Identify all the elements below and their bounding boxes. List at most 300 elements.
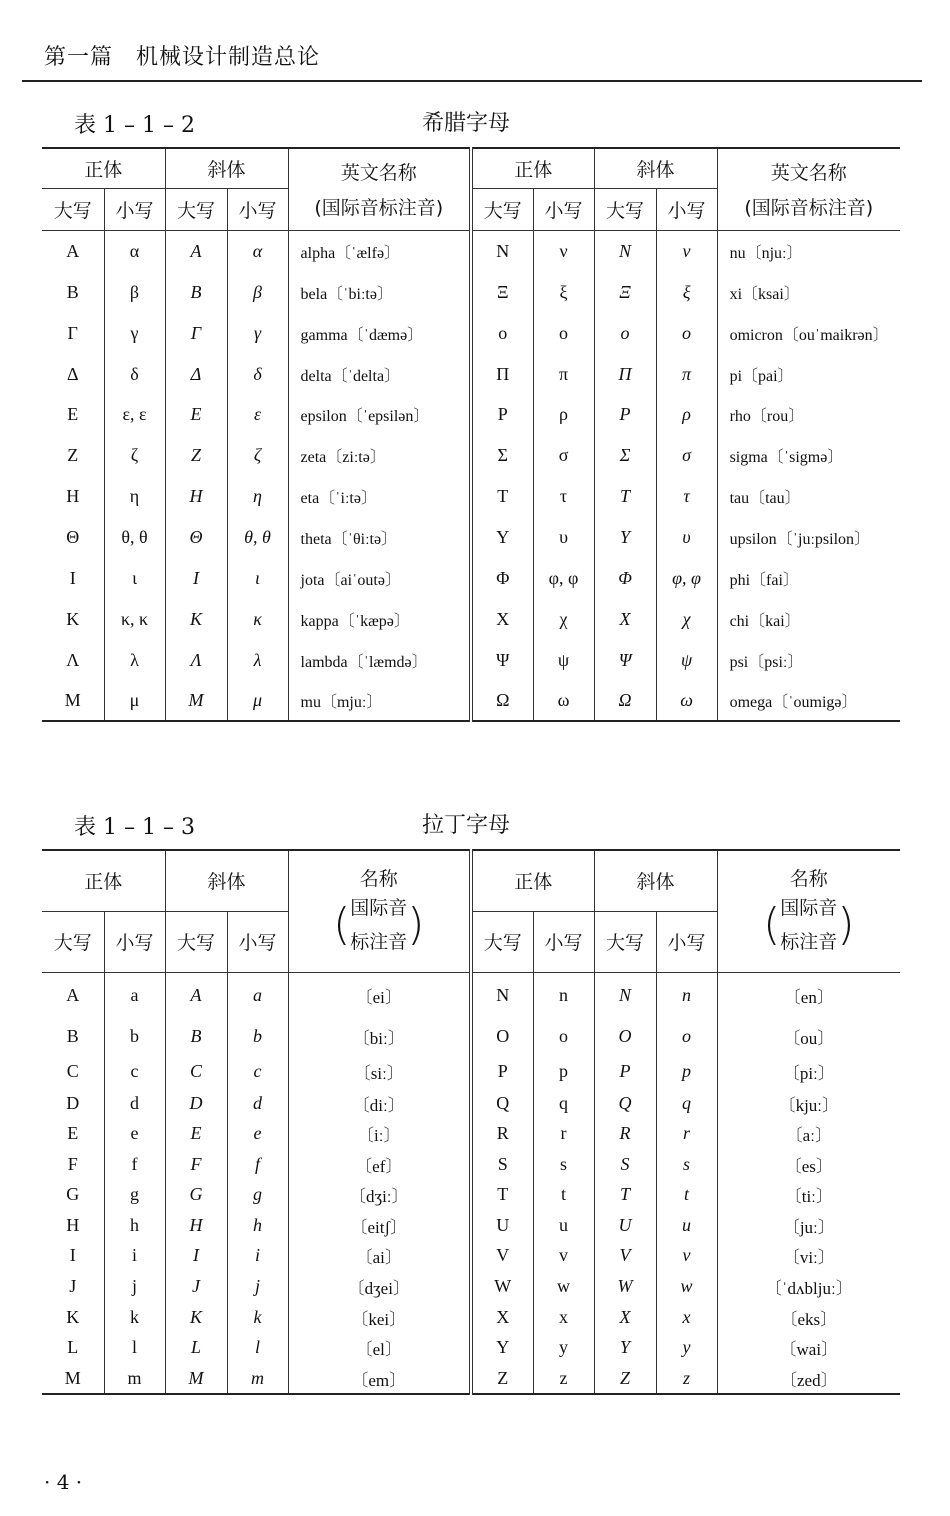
latin-cell-left-p: 〔ai〕	[288, 1240, 471, 1271]
greek-cell-left-I: Δ	[165, 354, 227, 394]
latin-cell-right-i: t	[656, 1179, 717, 1210]
latin-table-row	[42, 1240, 900, 1271]
latin-cell-right-u: r	[533, 1118, 594, 1149]
greek-cell-right-i: σ	[656, 435, 717, 476]
latin-cell-right-U: N	[471, 972, 533, 1018]
latin-cell-right-u: v	[533, 1240, 594, 1271]
greek-cell-left-I: Γ	[165, 312, 227, 354]
greek-cell-left-U: Θ	[42, 516, 104, 558]
greek-cell-left-name: zeta〔ziːtə〕	[288, 435, 471, 476]
latin-cell-left-u: i	[104, 1240, 165, 1271]
latin-cell-right-p: 〔zed〕	[717, 1363, 900, 1394]
greek-table-row	[42, 354, 900, 394]
latin-head-lower-italic: 小写	[227, 911, 288, 972]
latin-head-paren-close: )	[407, 898, 425, 950]
greek-cell-right-u: ξ	[533, 272, 594, 312]
latin-cell-left-u: f	[104, 1149, 165, 1179]
latin-table-row	[42, 1210, 900, 1240]
latin-cell-right-p: 〔es〕	[784, 1156, 833, 1176]
latin-cell-right-p: 〔piː〕	[782, 1063, 835, 1083]
latin-cell-right-I: W	[594, 1271, 656, 1302]
latin-cell-right-I: S	[594, 1149, 656, 1179]
greek-cell-left-name: kappa〔ˈkæpə〕	[288, 598, 471, 640]
greek-cell-right-U: Σ	[471, 435, 533, 476]
latin-cell-right-i: x	[656, 1302, 717, 1332]
latin-head-name-2	[717, 850, 900, 972]
greek-alphabet-table	[42, 147, 900, 722]
greek-cell-right-I: Σ	[594, 435, 656, 476]
latin-cell-right-i: y	[656, 1332, 717, 1363]
greek-cell-left-i: κ	[227, 598, 288, 640]
latin-cell-left-p: 〔ef〕	[288, 1149, 471, 1179]
greek-cell-right-i: ο	[656, 312, 717, 354]
latin-cell-left-u: g	[104, 1179, 165, 1210]
latin-table-row	[42, 1363, 900, 1394]
latin-cell-right-U: Z	[471, 1363, 533, 1394]
latin-cell-left-I: I	[165, 1240, 227, 1271]
latin-cell-right-p: 〔ou〕	[783, 1028, 835, 1048]
latin-cell-right-i: s	[656, 1149, 717, 1179]
latin-cell-right-I: P	[594, 1054, 656, 1088]
greek-cell-right-U: P	[471, 394, 533, 435]
greek-cell-right-name: pi〔pai〕	[729, 367, 794, 385]
greek-cell-left-I: K	[165, 598, 227, 640]
latin-cell-right-U: P	[471, 1054, 533, 1088]
latin-cell-left-I: K	[165, 1302, 227, 1332]
greek-cell-left-U: K	[42, 598, 104, 640]
greek-cell-left-U: Λ	[42, 640, 104, 680]
latin-cell-left-I: C	[165, 1054, 227, 1088]
greek-cell-right-i: ψ	[656, 640, 717, 680]
latin-cell-left-i: a	[227, 972, 288, 1018]
latin-cell-left-U: M	[42, 1363, 104, 1394]
latin-cell-left-I: H	[165, 1210, 227, 1240]
latin-cell-left-i: g	[227, 1179, 288, 1210]
latin-head-ipa-line1: 国际音	[350, 896, 408, 919]
greek-head-name-line2: (国际音标注音)	[314, 197, 444, 220]
latin-head-name-line1-2: 名称	[789, 867, 828, 890]
greek-cell-right-I: T	[594, 476, 656, 516]
greek-head-upright-2: 正体	[471, 148, 594, 188]
greek-cell-left-name: delta〔ˈdelta〕	[288, 354, 471, 394]
latin-cell-right-I: X	[594, 1302, 656, 1332]
greek-table-row	[42, 640, 900, 680]
greek-cell-left-name: epsilon〔ˈepsilən〕	[288, 394, 471, 435]
latin-table-row	[42, 1054, 900, 1088]
latin-cell-right-u: q	[533, 1088, 594, 1118]
latin-cell-right-u: s	[533, 1149, 594, 1179]
latin-cell-right-p: 〔tiː〕	[784, 1187, 833, 1206]
greek-cell-right-U: Φ	[471, 558, 533, 598]
latin-cell-right-U: R	[471, 1118, 533, 1149]
latin-cell-right-p: 〔viː〕	[782, 1248, 835, 1267]
greek-head-upper-2: 大写	[471, 188, 533, 230]
latin-cell-left-p: 〔siː〕	[288, 1054, 471, 1088]
greek-cell-right-U: X	[471, 598, 533, 640]
greek-cell-left-U: H	[42, 476, 104, 516]
greek-cell-left-I: I	[165, 558, 227, 598]
greek-cell-left-name: theta〔ˈθiːtə〕	[288, 516, 471, 558]
greek-head-italic: 斜体	[165, 148, 288, 188]
latin-cell-left-u: d	[104, 1088, 165, 1118]
greek-cell-right-I: N	[594, 230, 656, 272]
greek-cell-right-name: rho〔rou〕	[729, 408, 805, 425]
greek-cell-left-U: I	[42, 558, 104, 598]
greek-cell-left-I: M	[165, 680, 227, 721]
latin-cell-left-U: C	[42, 1054, 104, 1088]
latin-head-upright: 正体	[42, 850, 165, 911]
latin-cell-right-p: 〔ˈdʌbljuː〕	[764, 1279, 853, 1298]
latin-head-paren-close-2: )	[837, 898, 855, 950]
greek-cell-left-name: jota〔aiˈoutə〕	[288, 558, 471, 598]
latin-cell-right-u: p	[533, 1054, 594, 1088]
latin-cell-left-p: 〔el〕	[288, 1332, 471, 1363]
latin-cell-right-u: t	[533, 1179, 594, 1210]
greek-cell-left-I: H	[165, 476, 227, 516]
latin-head-upper-2: 大写	[471, 911, 533, 972]
greek-cell-right-u: ν	[533, 230, 594, 272]
greek-cell-right-I: Ξ	[594, 272, 656, 312]
latin-cell-left-I: E	[165, 1118, 227, 1149]
latin-cell-right-p: 〔wai〕	[779, 1340, 839, 1359]
latin-cell-right-i: o	[656, 1018, 717, 1054]
greek-cell-left-u: μ	[104, 680, 165, 721]
latin-cell-right-i: z	[656, 1363, 717, 1394]
latin-cell-right-I: N	[594, 972, 656, 1018]
greek-head-lower-italic: 小写	[227, 188, 288, 230]
greek-cell-left-I: E	[165, 394, 227, 435]
greek-cell-right-U: Ω	[471, 680, 533, 721]
greek-cell-left-u: δ	[104, 354, 165, 394]
latin-cell-right-I: Y	[594, 1332, 656, 1363]
latin-cell-left-I: D	[165, 1088, 227, 1118]
greek-table-row	[42, 680, 900, 721]
latin-cell-right-I: V	[594, 1240, 656, 1271]
latin-cell-left-p: 〔eitʃ〕	[288, 1210, 471, 1240]
latin-alphabet-table	[42, 849, 900, 1395]
greek-cell-right-i: τ	[656, 476, 717, 516]
latin-cell-left-I: F	[165, 1149, 227, 1179]
greek-cell-right-i: ω	[656, 680, 717, 721]
greek-head-upper: 大写	[42, 188, 104, 230]
greek-cell-right-i: φ, φ	[656, 558, 717, 598]
latin-table-row	[42, 1302, 900, 1332]
latin-cell-left-u: b	[104, 1018, 165, 1054]
greek-cell-right-i: ν	[656, 230, 717, 272]
greek-cell-right-name: xi〔ksai〕	[729, 285, 800, 303]
greek-cell-left-I: Z	[165, 435, 227, 476]
greek-head-name-2	[717, 148, 900, 230]
greek-head-name-line1: 英文名称	[340, 162, 417, 185]
latin-cell-right-i: w	[656, 1271, 717, 1302]
latin-cell-right-u: n	[533, 972, 594, 1018]
greek-cell-left-u: θ, θ	[104, 516, 165, 558]
greek-cell-right-u: υ	[533, 516, 594, 558]
latin-table-row	[42, 1332, 900, 1363]
page-number: · 4 ·	[44, 1470, 83, 1494]
latin-cell-left-I: G	[165, 1179, 227, 1210]
latin-cell-right-p: 〔kjuː〕	[778, 1095, 840, 1115]
greek-cell-left-i: δ	[227, 354, 288, 394]
greek-cell-right-name: phi〔fai〕	[729, 571, 799, 589]
greek-cell-right-u: φ, φ	[533, 558, 594, 598]
greek-head-name-line2-2: (国际音标注音)	[744, 197, 874, 220]
greek-head-upright: 正体	[42, 148, 165, 188]
latin-head-paren-open: (	[333, 898, 351, 950]
latin-table-number: 表 1 – 1 – 3	[74, 815, 195, 840]
greek-head-lower: 小写	[104, 188, 165, 230]
latin-cell-left-u: k	[104, 1302, 165, 1332]
latin-cell-left-p: 〔ei〕	[288, 972, 471, 1018]
greek-cell-right-U: T	[471, 476, 533, 516]
latin-cell-left-I: L	[165, 1332, 227, 1363]
latin-cell-left-i: i	[227, 1240, 288, 1271]
latin-head-upright-2: 正体	[471, 850, 594, 911]
latin-cell-right-u: o	[533, 1018, 594, 1054]
latin-cell-right-U: X	[471, 1302, 533, 1332]
greek-cell-right-name: omicron〔ouˈmaikrən〕	[729, 326, 889, 344]
latin-cell-right-U: T	[471, 1179, 533, 1210]
latin-cell-left-u: l	[104, 1332, 165, 1363]
greek-cell-left-name: bela〔ˈbiːtə〕	[288, 272, 471, 312]
latin-cell-left-I: B	[165, 1018, 227, 1054]
greek-head-upper-italic-2: 大写	[594, 188, 656, 230]
latin-cell-right-p: 〔eks〕	[780, 1309, 838, 1329]
greek-cell-right-name: chi〔kai〕	[729, 612, 801, 630]
latin-cell-left-i: e	[227, 1118, 288, 1149]
latin-head-italic: 斜体	[165, 850, 288, 911]
latin-head-ipa-line2-2: 标注音	[780, 930, 838, 953]
latin-cell-left-p: 〔biː〕	[288, 1018, 471, 1054]
greek-table-row	[42, 516, 900, 558]
greek-cell-right-I: Π	[594, 354, 656, 394]
greek-cell-left-i: λ	[227, 640, 288, 680]
latin-cell-right-i: v	[656, 1240, 717, 1271]
greek-cell-left-name: eta〔ˈiːtə〕	[288, 476, 471, 516]
latin-cell-right-I: T	[594, 1179, 656, 1210]
greek-cell-right-i: υ	[656, 516, 717, 558]
latin-head-italic-2: 斜体	[594, 850, 717, 911]
header-rule	[22, 80, 922, 82]
latin-cell-right-I: U	[594, 1210, 656, 1240]
greek-cell-left-u: κ, κ	[104, 598, 165, 640]
latin-cell-left-U: L	[42, 1332, 104, 1363]
greek-cell-right-u: τ	[533, 476, 594, 516]
greek-table-row	[42, 435, 900, 476]
latin-table-row	[42, 1018, 900, 1054]
greek-cell-right-U: Υ	[471, 516, 533, 558]
greek-cell-right-i: χ	[656, 598, 717, 640]
greek-cell-left-U: A	[42, 230, 104, 272]
latin-cell-left-i: l	[227, 1332, 288, 1363]
greek-cell-right-I: Φ	[594, 558, 656, 598]
greek-table-row	[42, 272, 900, 312]
latin-cell-right-u: y	[533, 1332, 594, 1363]
greek-cell-right-I: Ψ	[594, 640, 656, 680]
greek-cell-left-i: θ, θ	[227, 516, 288, 558]
greek-cell-left-i: β	[227, 272, 288, 312]
greek-cell-left-U: Δ	[42, 354, 104, 394]
greek-cell-right-I: Υ	[594, 516, 656, 558]
greek-cell-left-name: gamma〔ˈdæmə〕	[288, 312, 471, 354]
latin-cell-left-I: A	[165, 972, 227, 1018]
greek-table-row	[42, 312, 900, 354]
latin-cell-left-u: m	[104, 1363, 165, 1394]
greek-cell-left-i: α	[227, 230, 288, 272]
latin-cell-left-U: F	[42, 1149, 104, 1179]
greek-cell-right-name: nu〔njuː〕	[729, 244, 803, 262]
latin-cell-right-I: Q	[594, 1088, 656, 1118]
greek-table-row	[42, 476, 900, 516]
greek-cell-right-name: psi〔psiː〕	[729, 653, 804, 671]
latin-head-lower: 小写	[104, 911, 165, 972]
greek-cell-right-U: N	[471, 230, 533, 272]
latin-cell-right-i: r	[656, 1118, 717, 1149]
greek-cell-right-u: χ	[533, 598, 594, 640]
greek-cell-right-name: omega〔ˈoumigə〕	[717, 680, 900, 721]
greek-cell-right-I: X	[594, 598, 656, 640]
greek-cell-left-i: μ	[227, 680, 288, 721]
latin-cell-left-i: d	[227, 1088, 288, 1118]
greek-head-upper-italic: 大写	[165, 188, 227, 230]
greek-cell-right-i: ρ	[656, 394, 717, 435]
greek-cell-right-name: upsilon〔ˈjuːpsilon〕	[729, 530, 871, 548]
latin-head-lower-2: 小写	[533, 911, 594, 972]
greek-cell-right-u: ψ	[533, 640, 594, 680]
latin-table-row	[42, 1271, 900, 1302]
latin-cell-right-i: n	[656, 972, 717, 1018]
latin-cell-right-u: w	[533, 1271, 594, 1302]
latin-cell-right-U: Q	[471, 1088, 533, 1118]
latin-cell-left-i: f	[227, 1149, 288, 1179]
latin-cell-left-i: j	[227, 1271, 288, 1302]
greek-table-title: 希腊字母	[422, 111, 511, 136]
greek-cell-right-i: π	[656, 354, 717, 394]
greek-cell-left-I: Θ	[165, 516, 227, 558]
greek-head-lower-italic-2: 小写	[656, 188, 717, 230]
latin-cell-left-U: K	[42, 1302, 104, 1332]
latin-cell-left-I: J	[165, 1271, 227, 1302]
latin-head-lower-italic-2: 小写	[656, 911, 717, 972]
greek-cell-left-name: alpha〔ˈælfə〕	[288, 230, 471, 272]
greek-cell-left-I: Λ	[165, 640, 227, 680]
greek-cell-left-i: γ	[227, 312, 288, 354]
latin-cell-left-U: D	[42, 1088, 104, 1118]
greek-table-number: 表 1 – 1 – 2	[74, 113, 195, 138]
latin-cell-right-i: p	[656, 1054, 717, 1088]
latin-head-ipa-line2: 标注音	[350, 930, 408, 953]
latin-cell-left-U: I	[42, 1240, 104, 1271]
latin-table-title: 拉丁字母	[422, 813, 511, 838]
greek-cell-left-u: λ	[104, 640, 165, 680]
latin-table-row	[42, 1179, 900, 1210]
latin-cell-right-U: O	[471, 1018, 533, 1054]
greek-head-name	[288, 148, 471, 230]
latin-cell-right-U: S	[471, 1149, 533, 1179]
greek-cell-left-u: ζ	[104, 435, 165, 476]
latin-cell-left-p: 〔iː〕	[288, 1118, 471, 1149]
latin-head-upper-italic: 大写	[165, 911, 227, 972]
latin-cell-right-U: V	[471, 1240, 533, 1271]
greek-cell-left-U: Z	[42, 435, 104, 476]
latin-cell-left-I: M	[165, 1363, 227, 1394]
latin-cell-left-u: j	[104, 1271, 165, 1302]
latin-cell-left-U: A	[42, 972, 104, 1018]
greek-cell-right-name: sigma〔ˈsigmə〕	[729, 449, 844, 466]
greek-table-row	[42, 230, 900, 272]
latin-cell-left-p: 〔em〕	[288, 1363, 471, 1394]
greek-cell-right-u: ω	[533, 680, 594, 721]
greek-cell-right-u: ο	[533, 312, 594, 354]
latin-cell-right-U: Y	[471, 1332, 533, 1363]
greek-cell-left-U: M	[42, 680, 104, 721]
latin-cell-left-u: a	[104, 972, 165, 1018]
latin-cell-left-i: k	[227, 1302, 288, 1332]
latin-table-row	[42, 1088, 900, 1118]
latin-table-row	[42, 972, 900, 1018]
latin-cell-left-i: b	[227, 1018, 288, 1054]
greek-cell-left-name: mu〔mjuː〕	[288, 680, 471, 721]
latin-cell-left-u: e	[104, 1118, 165, 1149]
latin-cell-left-i: h	[227, 1210, 288, 1240]
greek-cell-left-u: γ	[104, 312, 165, 354]
greek-cell-left-u: α	[104, 230, 165, 272]
latin-head-name-line1: 名称	[359, 867, 398, 890]
page-header-title: 第一篇 机械设计制造总论	[44, 45, 321, 70]
latin-cell-right-U: U	[471, 1210, 533, 1240]
greek-cell-left-i: ι	[227, 558, 288, 598]
greek-cell-left-u: ι	[104, 558, 165, 598]
latin-cell-left-U: J	[42, 1271, 104, 1302]
latin-cell-left-p: 〔kei〕	[288, 1302, 471, 1332]
greek-cell-right-I: ο	[594, 312, 656, 354]
latin-head-upper: 大写	[42, 911, 104, 972]
latin-cell-right-p: 〔juː〕	[782, 1217, 835, 1237]
greek-cell-left-u: ε, ε	[104, 394, 165, 435]
greek-cell-right-U: ο	[471, 312, 533, 354]
greek-cell-left-I: A	[165, 230, 227, 272]
latin-head-upper-italic-2: 大写	[594, 911, 656, 972]
latin-head-ipa-line1-2: 国际音	[780, 896, 838, 919]
latin-head-name	[288, 850, 471, 972]
latin-cell-right-p: 〔aː〕	[785, 1126, 832, 1145]
greek-cell-right-I: P	[594, 394, 656, 435]
greek-head-italic-2: 斜体	[594, 148, 717, 188]
greek-cell-left-name: lambda〔ˈlæmdə〕	[288, 640, 471, 680]
latin-cell-left-U: G	[42, 1179, 104, 1210]
latin-cell-right-I: R	[594, 1118, 656, 1149]
greek-cell-left-i: η	[227, 476, 288, 516]
latin-cell-right-U: W	[471, 1271, 533, 1302]
greek-cell-right-U: Ψ	[471, 640, 533, 680]
greek-cell-right-I: Ω	[594, 680, 656, 721]
greek-cell-right-i: ξ	[656, 272, 717, 312]
latin-cell-left-u: h	[104, 1210, 165, 1240]
latin-cell-right-I: O	[594, 1018, 656, 1054]
latin-cell-right-u: z	[533, 1363, 594, 1394]
latin-cell-left-p: 〔dʒei〕	[288, 1271, 471, 1302]
greek-cell-right-U: Ξ	[471, 272, 533, 312]
latin-cell-left-i: c	[227, 1054, 288, 1088]
greek-cell-right-name: tau〔tau〕	[729, 489, 801, 507]
latin-cell-left-U: E	[42, 1118, 104, 1149]
latin-cell-right-u: u	[533, 1210, 594, 1240]
greek-cell-right-U: Π	[471, 354, 533, 394]
greek-table-row	[42, 558, 900, 598]
latin-cell-right-I: Z	[594, 1363, 656, 1394]
latin-cell-left-p: 〔diː〕	[288, 1088, 471, 1118]
latin-table-row	[42, 1149, 900, 1179]
